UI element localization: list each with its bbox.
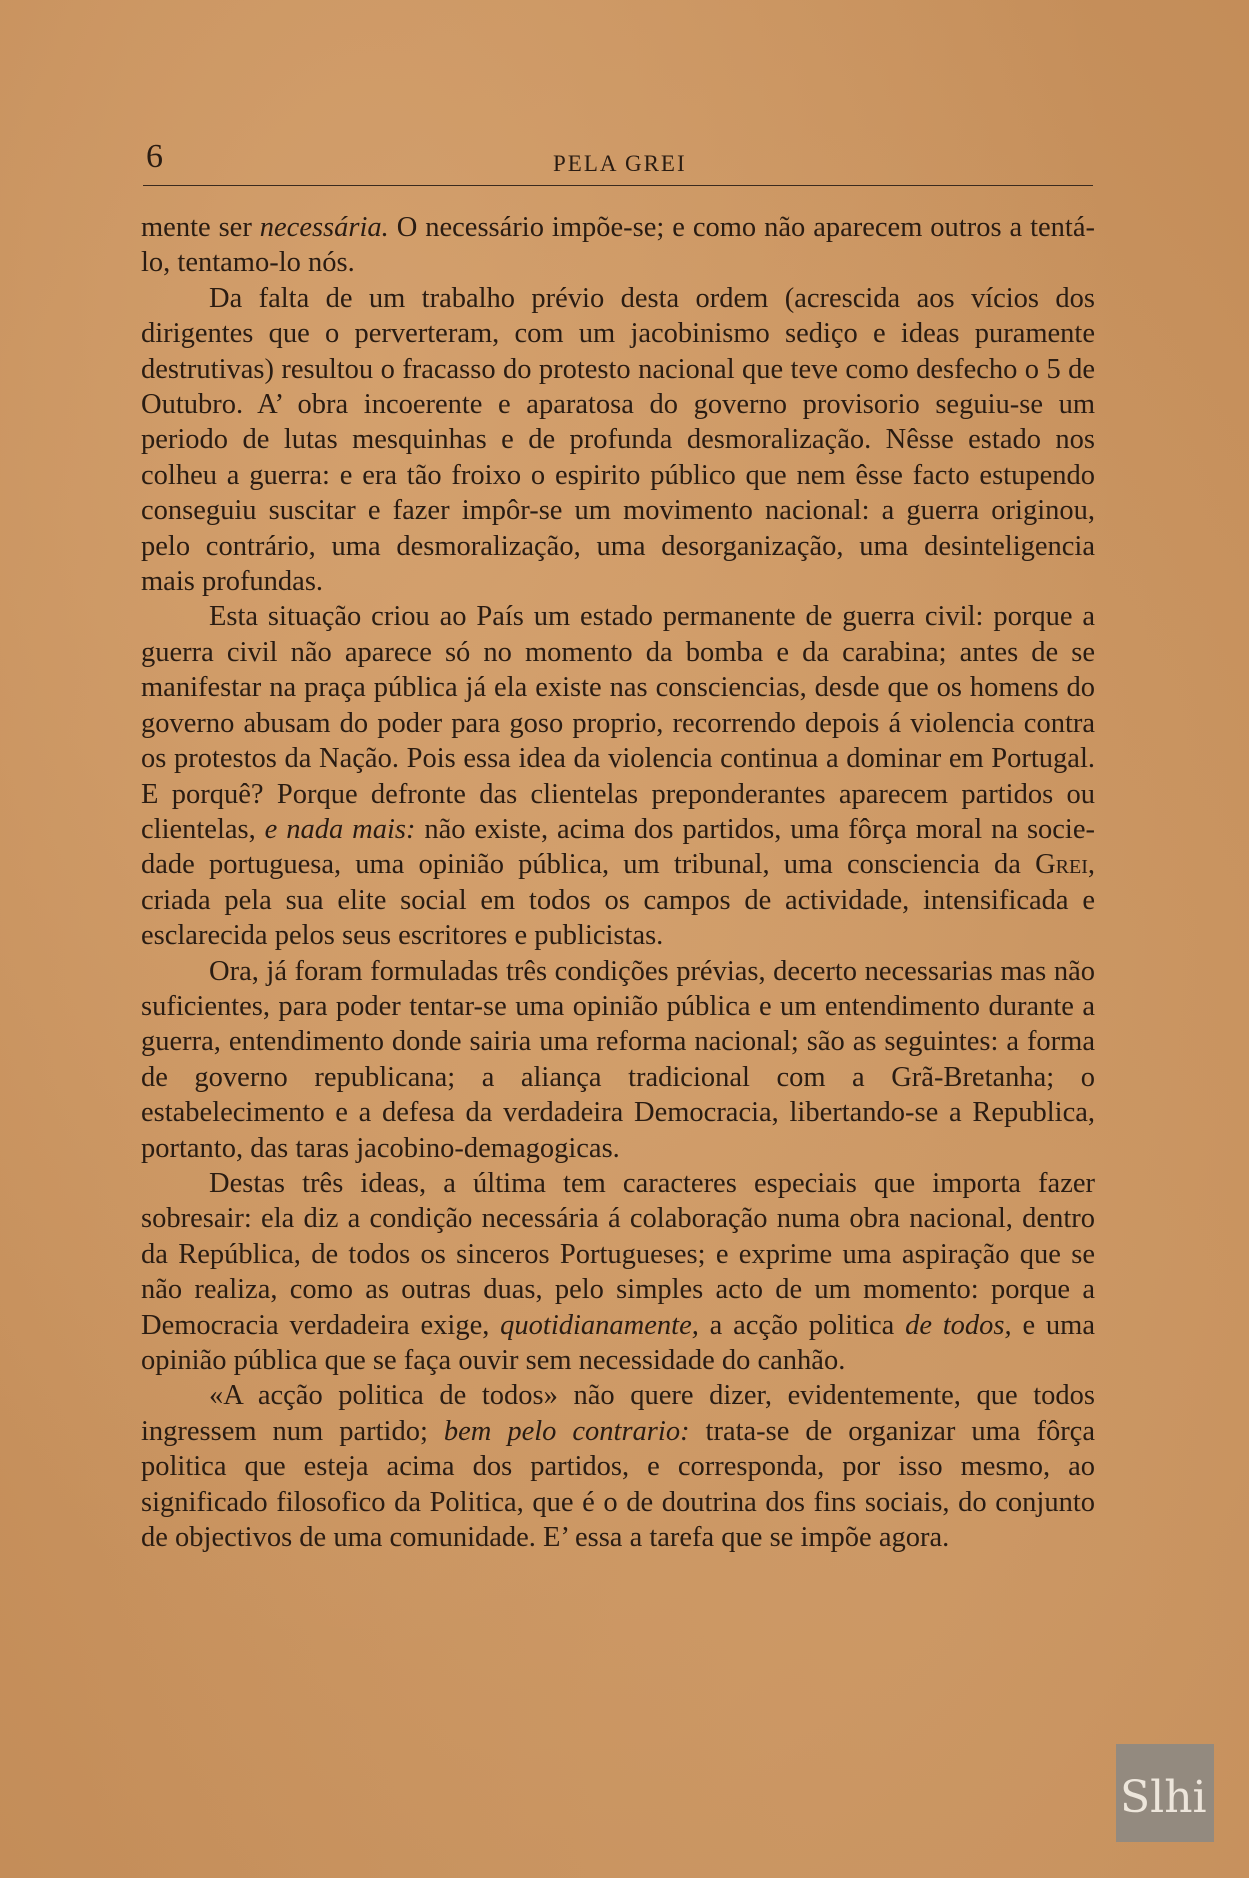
italic-text: e nada mais: [264,813,416,845]
paragraph-text: trata-se de organizar uma fôrça politica que esteja acima dos partidos, e corresponda, por isso mesmo, ao significado filosofico da Politica, que é o de doutrina dos fins sociais, do conjunto de objectivos de uma comunidade. E’ essa a tarefa que se impõe agora. [141,1415,1095,1554]
paragraph-text: , criada pela sua elite social em todos os campos de actividade, intensificada e esclarecida pelos seus escritores e publicistas. [141,849,1095,952]
paragraph-text: O necessário impõe-se; e como não aparecem outros a tentá-lo, tentamo-lo nós. [141,212,1095,279]
running-title: PELA GREI [553,151,687,176]
paragraph-text: mente ser [141,212,260,243]
paragraph-text: não existe, acima dos partidos, uma fôrça moral na sociedade portuguesa, uma opinião pública, um tribunal, uma consciencia da [141,813,1095,881]
watermark-text: Slhi [1120,1772,1207,1823]
paragraph [141,1378,1095,1555]
paragraph-text: Destas três ideas, a última tem caracteres especiais que importa fazer sobresair: ela diz a condição necessária á colaboração numa obra nacional, dentro da República, de todos os sinceros Portugueses; e exprime uma aspiração que se não realiza, como as outras duas, pelo simples acto de um momento: porque a Democracia verdadeira exige, [141,1167,1095,1341]
italic-text: necessária. [259,212,389,243]
paragraph [141,1166,1095,1378]
paragraph [141,954,1095,1166]
paragraph-text: Ora, já foram formuladas três condições prévias, decerto necessarias mas não suficientes, para poder tentar-se uma opinião pública e um entendimento durante a guerra, entendimento donde sairia uma reforma nacional; são as seguintes: a forma de governo republicana; a aliança tradicional com a Grã-Bretanha; o estabelecimento e a defesa da verdadeira Democracia, libertando-se a Republica, portanto, das taras jacobino-demagogicas. [141,955,1095,1164]
paragraph-text: a acção politica [698,1309,906,1341]
paragraph [141,281,1095,600]
italic-text: quotidianamente, [500,1309,699,1341]
smallcaps-text: Grei [1035,849,1088,881]
paragraph-text: Esta situação criou ao País um estado permanente de guerra civil: porque a guerra civil não aparece só no momento da bomba e da carabina; antes de se manifestar na praça pública já ela existe nas consciencias, desde que os homens do governo abusam do poder para goso proprio, recorrendo depois á violencia contra os protestos da Nação. Pois essa idea da violencia continua a dominar em Portugal. E porquê? Porque defronte das clientelas preponderantes aparecem partidos ou clientelas, [141,601,1095,845]
page-header [143,137,1093,186]
paragraph [141,210,1095,281]
italic-text: bem pelo contrario: [443,1415,690,1447]
paragraph-text: «A acção politica de todos» não quere dizer, evidentemente, que todos ingressem num partido; [141,1380,1095,1447]
page-number: 6 [146,138,163,175]
body-text [141,210,1095,1555]
paragraph-text: e uma opinião pública que se faça ouvir sem necessidade do canhão. [141,1309,1095,1376]
paragraph [141,599,1095,953]
italic-text: de todos, [905,1309,1012,1341]
paragraph-text: Da falta de um trabalho prévio desta ordem (acrescida aos vícios dos dirigentes que o perverteram, com um jacobinismo sediço e ideas puramente destrutivas) resultou o fracasso do protesto nacional que teve como desfecho o 5 de Outubro. A’ obra incoerente e aparatosa do governo provisorio seguiu-se um periodo de lutas mesquinhas e de profunda desmoralização. Nêsse estado nos colheu a guerra: e era tão froixo o espirito público que nem êsse facto estupendo conseguiu suscitar e fazer impôr-se um movimento nacional: a guerra originou, pelo contrário, uma desmoralização, uma desorganização, uma desinteligencia mais profundas. [141,282,1095,598]
library-watermark-logo [1116,1744,1214,1842]
